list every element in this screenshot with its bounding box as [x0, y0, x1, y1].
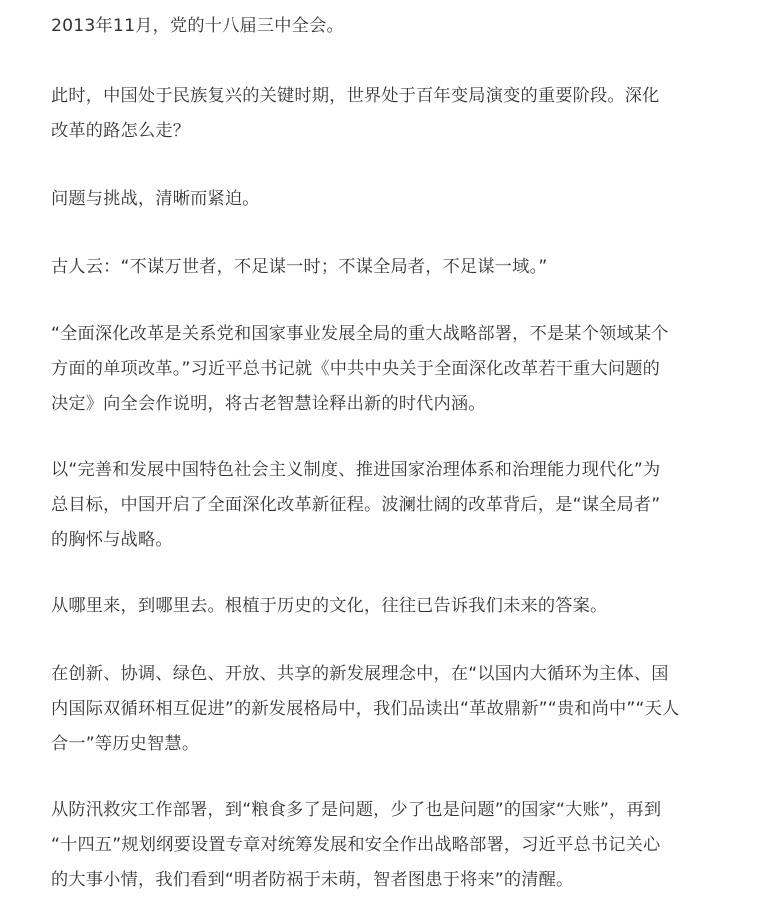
paragraph-line: 总目标，中国开启了全面深化改革新征程。波澜壮阔的改革背后，是“谋全局者” [51, 495, 661, 515]
paragraph-line: 从哪里来，到哪里去。根植于历史的文化，往往已告诉我们未来的答案。 [51, 596, 608, 616]
paragraph-line: 方面的单项改革。”习近平总书记就《中共中央关于全面深化改革若干重大问题的 [51, 359, 661, 379]
paragraph-line: 的胸怀与战略。 [51, 530, 173, 550]
paragraph-line: 问题与挑战，清晰而紧迫。 [51, 189, 260, 209]
paragraph-history [51, 589, 721, 624]
paragraph-reform-quote [51, 317, 721, 422]
paragraph-line: 以“完善和发展中国特色社会主义制度、推进国家治理体系和治理能力现代化”为 [51, 460, 661, 480]
paragraph-line: “十四五”规划纲要设置专章对统筹发展和安全作出战略部署，习近平总书记关心 [51, 835, 661, 855]
paragraph-development [51, 657, 721, 762]
paragraph-date [51, 9, 721, 44]
paragraph-challenge [51, 182, 721, 217]
paragraph-ancient-quote [51, 250, 721, 285]
paragraph-line: 在创新、协调、绿色、开放、共享的新发展理念中，在“以国内大循环为主体、国 [51, 664, 669, 684]
paragraph-goal [51, 453, 721, 558]
paragraph-line: “全面深化改革是关系党和国家事业发展全局的重大战略部署，不是某个领域某个 [51, 324, 669, 344]
paragraph-line: 的大事小情，我们看到“明者防祸于未萌，智者图患于将来”的清醒。 [51, 870, 574, 890]
paragraph-security [51, 793, 721, 898]
paragraph-line: 此时，中国处于民族复兴的关键时期，世界处于百年变局演变的重要阶段。深化 [51, 86, 660, 106]
paragraph-line: 2013年11月，党的十八届三中全会。 [51, 16, 344, 36]
paragraph-context [51, 79, 721, 149]
paragraph-line: 从防汛救灾工作部署，到“粮食多了是问题，少了也是问题”的国家“大账”，再到 [51, 800, 662, 820]
paragraph-line: 古人云：“不谋万世者，不足谋一时；不谋全局者，不足谋一域。” [51, 257, 548, 277]
paragraph-line: 改革的路怎么走？ [51, 121, 191, 141]
paragraph-line: 决定》向全会作说明，将古老智慧诠释出新的时代内涵。 [51, 394, 486, 414]
paragraph-line: 合一”等历史智慧。 [51, 734, 200, 754]
paragraph-line: 内国际双循环相互促进”的新发展格局中，我们品读出“革故鼎新”“贵和尚中”“天人 [51, 699, 680, 719]
